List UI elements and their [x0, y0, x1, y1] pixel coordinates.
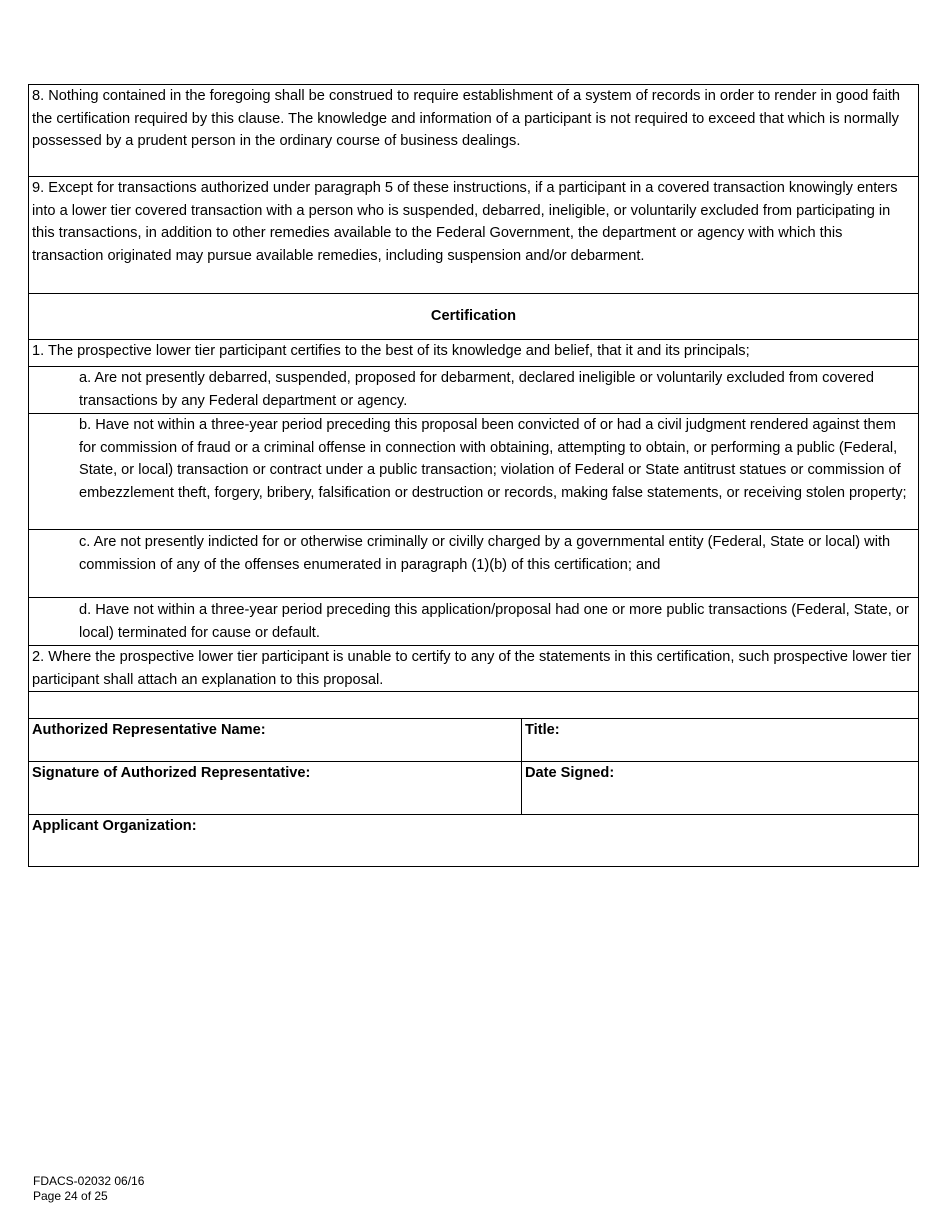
- signature-field[interactable]: [29, 762, 522, 814]
- date-signed-field[interactable]: [522, 762, 918, 814]
- paragraph-8: 8. Nothing contained in the foregoing shall be construed to require establishment of a system of records in order to render in good faith the certification required by this clause. The knowledge and information of a participant is not required to exceed that which is normally possessed by a prudent person in the ordinary course of business dealings.: [29, 85, 918, 177]
- certification-heading: Certification: [29, 294, 918, 340]
- applicant-organization-field[interactable]: [29, 815, 918, 866]
- certification-item-2: 2. Where the prospective lower tier participant is unable to certify to any of the statements in this certification, such prospective lower tier participant shall attach an explanation to this proposal.: [29, 646, 918, 692]
- rep-name-field[interactable]: [29, 719, 522, 761]
- page-number: Page 24 of 25: [33, 1189, 108, 1203]
- certification-item-1: 1. The prospective lower tier participant certifies to the best of its knowledge and belief, that it and its principals;: [29, 340, 918, 367]
- certification-item-d: d. Have not within a three-year period preceding this application/proposal had one or more public transactions (Federal, State, or local) terminated for cause or default.: [29, 598, 918, 646]
- rep-name-row: [29, 719, 918, 762]
- title-label: Title:: [525, 722, 560, 738]
- rep-name-label: Authorized Representative Name:: [32, 722, 266, 738]
- form-id: FDACS-02032 06/16: [33, 1174, 145, 1188]
- certification-item-b: b. Have not within a three-year period preceding this proposal been convicted of or had a civil judgment rendered against them for commission of fraud or a criminal offense in connection with obtaining, attempting to obtain, or performing a public (Federal, State, or local) transaction or contract under a public transaction; violation of Federal or State antitrust statues or commission of embezzlement theft, forgery, bribery, falsification or destruction or records, making false statements, or receiving stolen property;: [29, 414, 918, 530]
- certification-item-c: c. Are not presently indicted for or otherwise criminally or civilly charged by a governmental entity (Federal, State or local) with commission of any of the offenses enumerated in paragraph (1)(b) of this certification; and: [29, 530, 918, 598]
- signature-row: [29, 762, 918, 815]
- applicant-organization-label: Applicant Organization:: [32, 818, 197, 834]
- title-field[interactable]: [522, 719, 918, 761]
- blank-row: [29, 692, 918, 719]
- date-signed-label: Date Signed:: [525, 765, 615, 781]
- certification-item-a: a. Are not presently debarred, suspended, proposed for debarment, declared ineligible or voluntarily excluded from covered transactions by any Federal department or agency.: [29, 367, 918, 414]
- paragraph-9: 9. Except for transactions authorized under paragraph 5 of these instructions, if a participant in a covered transaction knowingly enters into a lower tier covered transaction with a person who is suspended, debarred, ineligible, or voluntarily excluded from participating in this transactions, in addition to other remedies available to the Federal Government, the department or agency with which this transaction originated may pursue available remedies, including suspension and/or debarment.: [29, 177, 918, 294]
- page-footer: [33, 1174, 144, 1204]
- signature-label: Signature of Authorized Representative:: [32, 765, 311, 781]
- certification-form: [28, 84, 919, 867]
